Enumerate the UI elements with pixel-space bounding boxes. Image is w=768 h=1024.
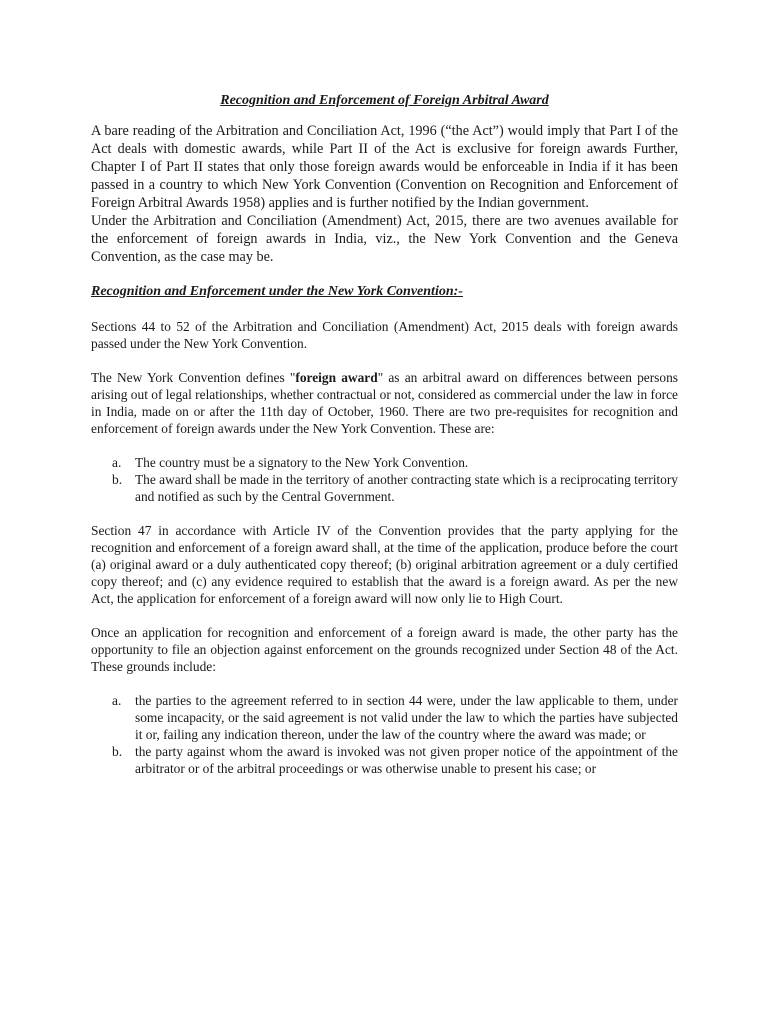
section-paragraph-3: Section 47 in accordance with Article IV of the Convention provides that the party applying for the recognition and enforcement of a foreign award shall, at the time of the application, produce before the court (a) original award or a duly authenticated copy thereof; (b) original arbitration agreement or a duly certified copy thereof; and (c) any evidence required to establish that the award is a foreign award. As per the new Act, the application for enforcement of a foreign award will now only lie to High Court.: [91, 523, 678, 606]
definition-body-text: " as an arbitral award on differences between persons arising out of legal relationships, whether contractual or not, considered as commercial under the law in force in India, made on or after the 11th day of October, 1960. There are two pre-requisites for recognition and enforcement of foreign awards under the New York Convention. These are:: [91, 370, 678, 436]
list-item: [91, 471, 678, 505]
list-marker: a.: [112, 693, 122, 708]
list-marker: a.: [112, 455, 122, 470]
list-item: [91, 743, 678, 777]
list-item-text: the parties to the agreement referred to in section 44 were, under the law applicable to them, under some incapacity, or the said agreement is not valid under the law to which the parties have subjected it or, failing any indication thereon, under the law of the country where the award was made; or: [135, 693, 678, 742]
list-item: [91, 454, 678, 471]
list-item-text: the party against whom the award is invoked was not given proper notice of the appointment of the arbitrator or of the arbitral proceedings or was otherwise unable to present his case; or: [135, 744, 678, 776]
section-paragraph-4: Once an application for recognition and enforcement of a foreign award is made, the other party has the opportunity to file an objection against enforcement on the grounds recognized under Section 48 of the Act. These grounds include:: [91, 625, 678, 674]
section-paragraph-1: Sections 44 to 52 of the Arbitration and Conciliation (Amendment) Act, 2015 deals with foreign awards passed under the New York Convention.: [91, 319, 678, 351]
list-marker: b.: [112, 472, 123, 487]
intro-paragraph-2: Under the Arbitration and Conciliation (Amendment) Act, 2015, there are two avenues available for the enforcement of foreign awards in India, viz., the New York Convention and the Geneva Convention, as the case may be.: [91, 213, 678, 265]
list-item: [91, 692, 678, 743]
list-item-text: The award shall be made in the territory of another contracting state which is a reciprocating territory and notified as such by the Central Government.: [135, 472, 678, 504]
section-heading: Recognition and Enforcement under the New York Convention:-: [91, 284, 463, 299]
prerequisites-list: [91, 454, 678, 505]
definition-lead-text: The New York Convention defines ": [91, 370, 296, 385]
defined-term: foreign award: [295, 370, 378, 385]
list-item-text: The country must be a signatory to the New York Convention.: [135, 455, 469, 470]
intro-paragraph-1: A bare reading of the Arbitration and Conciliation Act, 1996 (“the Act”) would imply that Part I of the Act deals with domestic awards, while Part II of the Act is exclusive for foreign awards Further, Chapter I of Part II states that only those foreign awards would be enforceable in India if it has been passed in a country to which New York Convention (Convention on Recognition and Enforcement of Foreign Arbitral Awards 1958) applies and is further notified by the Indian government.: [91, 123, 678, 211]
grounds-list: [91, 692, 678, 777]
section-paragraph-2: [91, 369, 678, 437]
document-page: [91, 92, 678, 777]
document-title: Recognition and Enforcement of Foreign Arbitral Award: [220, 93, 549, 108]
list-marker: b.: [112, 744, 123, 759]
